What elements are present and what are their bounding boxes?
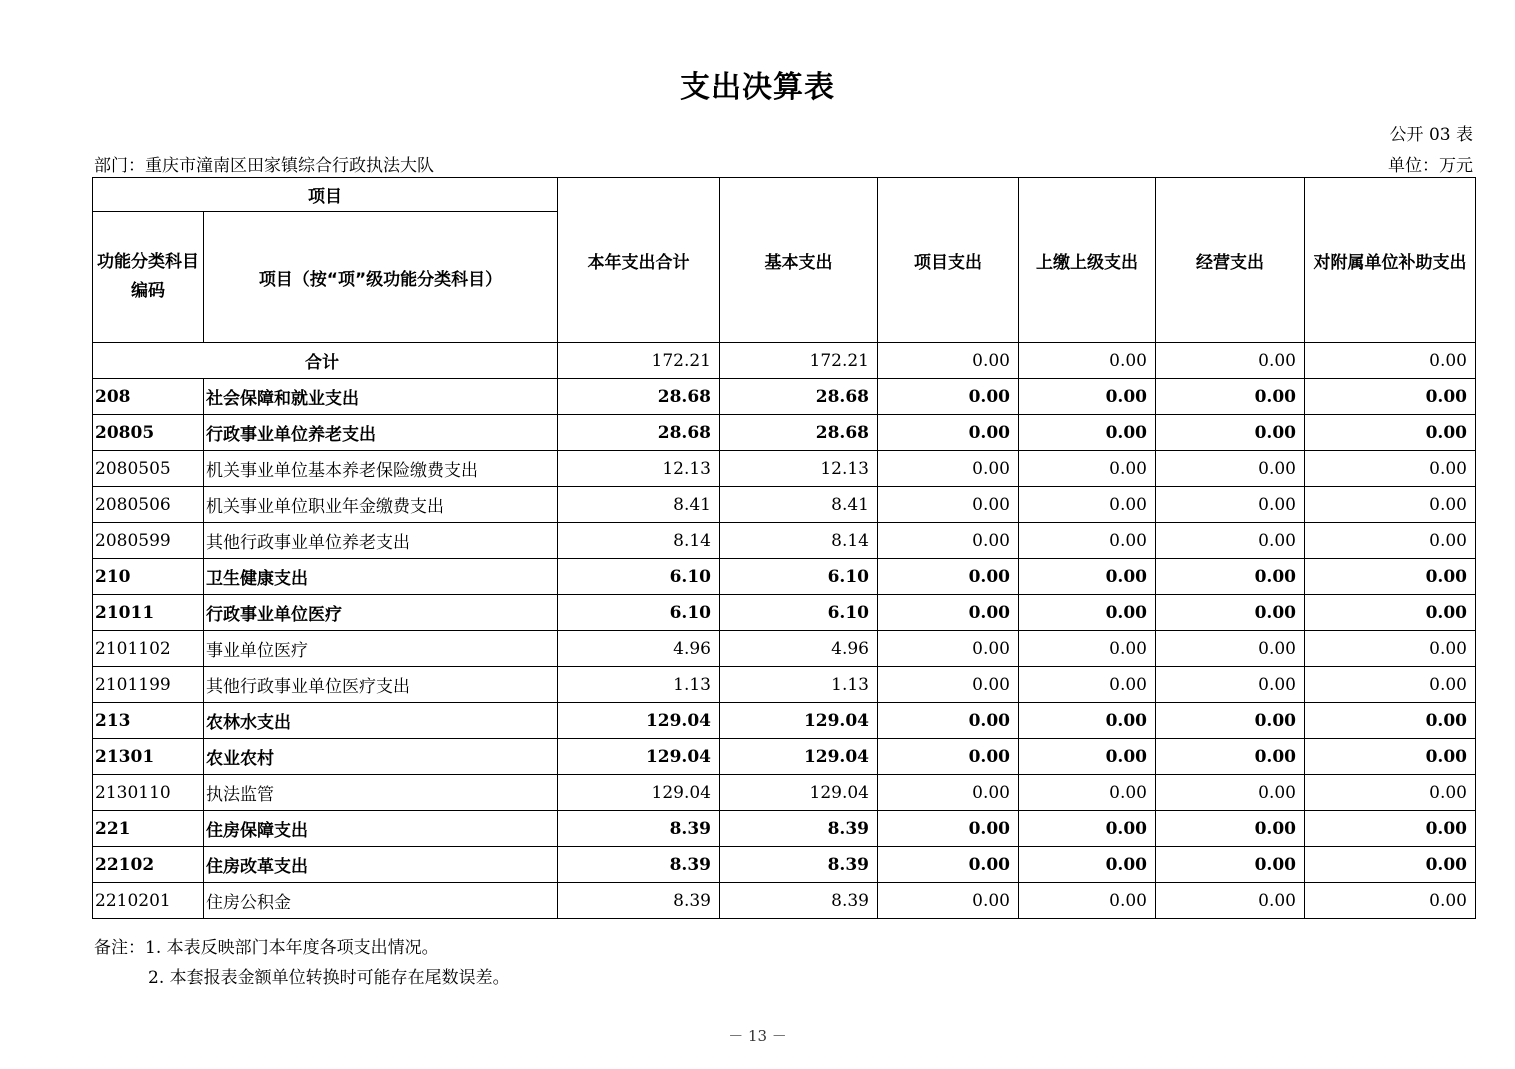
unit-label: 单位：万元 [1388,156,1473,176]
row-value: 0.00 [1305,883,1476,919]
row-value: 0.00 [878,883,1019,919]
row-value: 0.00 [1156,451,1305,487]
row-value: 0.00 [1019,847,1156,883]
row-value: 0.00 [1305,703,1476,739]
row-value: 0.00 [1019,703,1156,739]
row-code: 2101199 [93,667,204,703]
row-name: 事业单位医疗 [204,631,558,667]
row-value: 6.10 [558,559,720,595]
header-item: 项目 [93,178,558,212]
total-cell: 0.00 [1156,343,1305,379]
table-row [93,667,1476,703]
row-value: 0.00 [878,451,1019,487]
row-code: 20805 [93,415,204,451]
row-value: 0.00 [1019,667,1156,703]
row-value: 12.13 [558,451,720,487]
row-value: 0.00 [1019,739,1156,775]
row-value: 0.00 [1305,595,1476,631]
row-code: 2210201 [93,883,204,919]
row-value: 129.04 [558,703,720,739]
row-code: 213 [93,703,204,739]
row-value: 28.68 [720,379,878,415]
row-value: 6.10 [720,595,878,631]
row-value: 0.00 [878,775,1019,811]
total-cell: 0.00 [1305,343,1476,379]
row-value: 0.00 [1305,487,1476,523]
row-name: 行政事业单位医疗 [204,595,558,631]
row-value: 12.13 [720,451,878,487]
row-value: 0.00 [1156,595,1305,631]
row-value: 0.00 [1019,883,1156,919]
row-code: 2130110 [93,775,204,811]
row-value: 0.00 [1305,811,1476,847]
total-row [93,343,1476,379]
table-row [93,775,1476,811]
table-body [93,343,1476,919]
row-code: 221 [93,811,204,847]
table-row [93,559,1476,595]
row-value: 0.00 [1156,631,1305,667]
table-row [93,595,1476,631]
header-subsidiary: 对附属单位补助支出 [1305,178,1476,343]
row-value: 129.04 [720,775,878,811]
row-code: 2080599 [93,523,204,559]
row-value: 0.00 [1019,451,1156,487]
table-row [93,811,1476,847]
total-cell: 172.21 [720,343,878,379]
row-value: 0.00 [878,379,1019,415]
row-value: 0.00 [1305,559,1476,595]
row-code: 22102 [93,847,204,883]
row-value: 0.00 [1156,811,1305,847]
total-cell: 0.00 [878,343,1019,379]
row-value: 6.10 [720,559,878,595]
row-value: 129.04 [558,775,720,811]
row-name: 其他行政事业单位养老支出 [204,523,558,559]
row-value: 8.39 [558,811,720,847]
form-number: 公开 03 表 [1389,125,1473,145]
row-code: 2080505 [93,451,204,487]
row-value: 0.00 [1019,811,1156,847]
row-value: 8.39 [720,847,878,883]
total-cell: 0.00 [1019,343,1156,379]
row-value: 0.00 [1305,523,1476,559]
row-value: 0.00 [1156,847,1305,883]
row-code: 2080506 [93,487,204,523]
notes [94,933,510,993]
row-name: 社会保障和就业支出 [204,379,558,415]
row-value: 0.00 [1156,739,1305,775]
table-header [93,178,1476,343]
row-value: 0.00 [1156,775,1305,811]
row-name: 执法监管 [204,775,558,811]
header-business: 经营支出 [1156,178,1305,343]
row-value: 8.14 [558,523,720,559]
row-value: 28.68 [558,415,720,451]
row-value: 0.00 [1305,775,1476,811]
table-row [93,883,1476,919]
note-line-1: 备注：1. 本表反映部门本年度各项支出情况。 [94,938,439,958]
row-value: 0.00 [1305,739,1476,775]
row-value: 0.00 [1156,667,1305,703]
row-code: 208 [93,379,204,415]
row-value: 0.00 [1019,523,1156,559]
row-value: 0.00 [878,811,1019,847]
row-value: 8.39 [720,883,878,919]
table-row [93,631,1476,667]
table-row [93,415,1476,451]
row-value: 0.00 [1305,667,1476,703]
row-value: 0.00 [1156,379,1305,415]
row-name: 住房改革支出 [204,847,558,883]
row-value: 0.00 [1156,415,1305,451]
row-value: 0.00 [878,559,1019,595]
row-value: 129.04 [558,739,720,775]
row-value: 8.41 [720,487,878,523]
table-row [93,451,1476,487]
table-row [93,703,1476,739]
header-code: 功能分类科目编码 [93,212,204,343]
row-value: 1.13 [720,667,878,703]
total-cell: 172.21 [558,343,720,379]
row-value: 129.04 [720,739,878,775]
row-value: 4.96 [558,631,720,667]
row-code: 21011 [93,595,204,631]
row-value: 129.04 [720,703,878,739]
row-value: 4.96 [720,631,878,667]
row-name: 住房公积金 [204,883,558,919]
row-value: 28.68 [558,379,720,415]
row-value: 0.00 [878,595,1019,631]
row-value: 0.00 [1019,487,1156,523]
row-code: 21301 [93,739,204,775]
row-value: 8.39 [720,811,878,847]
header-upper: 上缴上级支出 [1019,178,1156,343]
table-row [93,847,1476,883]
row-value: 8.41 [558,487,720,523]
row-value: 0.00 [878,487,1019,523]
row-value: 8.14 [720,523,878,559]
row-value: 0.00 [1305,415,1476,451]
row-value: 0.00 [878,739,1019,775]
row-value: 0.00 [878,667,1019,703]
department-label: 部门：重庆市潼南区田家镇综合行政执法大队 [94,156,434,176]
row-value: 0.00 [1019,775,1156,811]
row-name: 农业农村 [204,739,558,775]
row-value: 0.00 [1305,631,1476,667]
table-row [93,523,1476,559]
row-name: 农林水支出 [204,703,558,739]
row-value: 6.10 [558,595,720,631]
table-row [93,739,1476,775]
row-value: 0.00 [1156,487,1305,523]
header-basic: 基本支出 [720,178,878,343]
row-value: 0.00 [1019,559,1156,595]
row-value: 0.00 [878,703,1019,739]
row-value: 0.00 [1305,847,1476,883]
page-number: － 13 － [728,1027,787,1045]
row-name: 机关事业单位职业年金缴费支出 [204,487,558,523]
row-code: 2101102 [93,631,204,667]
row-value: 1.13 [558,667,720,703]
row-value: 0.00 [1019,631,1156,667]
row-value: 0.00 [878,631,1019,667]
header-total: 本年支出合计 [558,178,720,343]
row-value: 0.00 [1305,379,1476,415]
row-name: 机关事业单位基本养老保险缴费支出 [204,451,558,487]
header-name: 项目（按“项”级功能分类科目） [204,212,558,343]
row-value: 0.00 [1156,883,1305,919]
row-value: 0.00 [1156,703,1305,739]
row-code: 210 [93,559,204,595]
row-name: 其他行政事业单位医疗支出 [204,667,558,703]
row-value: 0.00 [1305,451,1476,487]
page-title: 支出决算表 [680,70,835,105]
row-value: 28.68 [720,415,878,451]
row-value: 0.00 [1156,559,1305,595]
row-value: 0.00 [878,523,1019,559]
row-value: 0.00 [1019,415,1156,451]
table-row [93,487,1476,523]
expenditure-table [92,177,1476,919]
row-name: 卫生健康支出 [204,559,558,595]
row-value: 0.00 [1019,379,1156,415]
row-value: 0.00 [1156,523,1305,559]
row-name: 住房保障支出 [204,811,558,847]
row-value: 0.00 [1019,595,1156,631]
row-name: 行政事业单位养老支出 [204,415,558,451]
row-value: 8.39 [558,883,720,919]
row-value: 0.00 [878,847,1019,883]
note-line-2: 2. 本套报表金额单位转换时可能存在尾数误差。 [148,968,510,988]
row-value: 8.39 [558,847,720,883]
table-row [93,379,1476,415]
total-label: 合计 [93,343,558,379]
row-value: 0.00 [878,415,1019,451]
header-project: 项目支出 [878,178,1019,343]
